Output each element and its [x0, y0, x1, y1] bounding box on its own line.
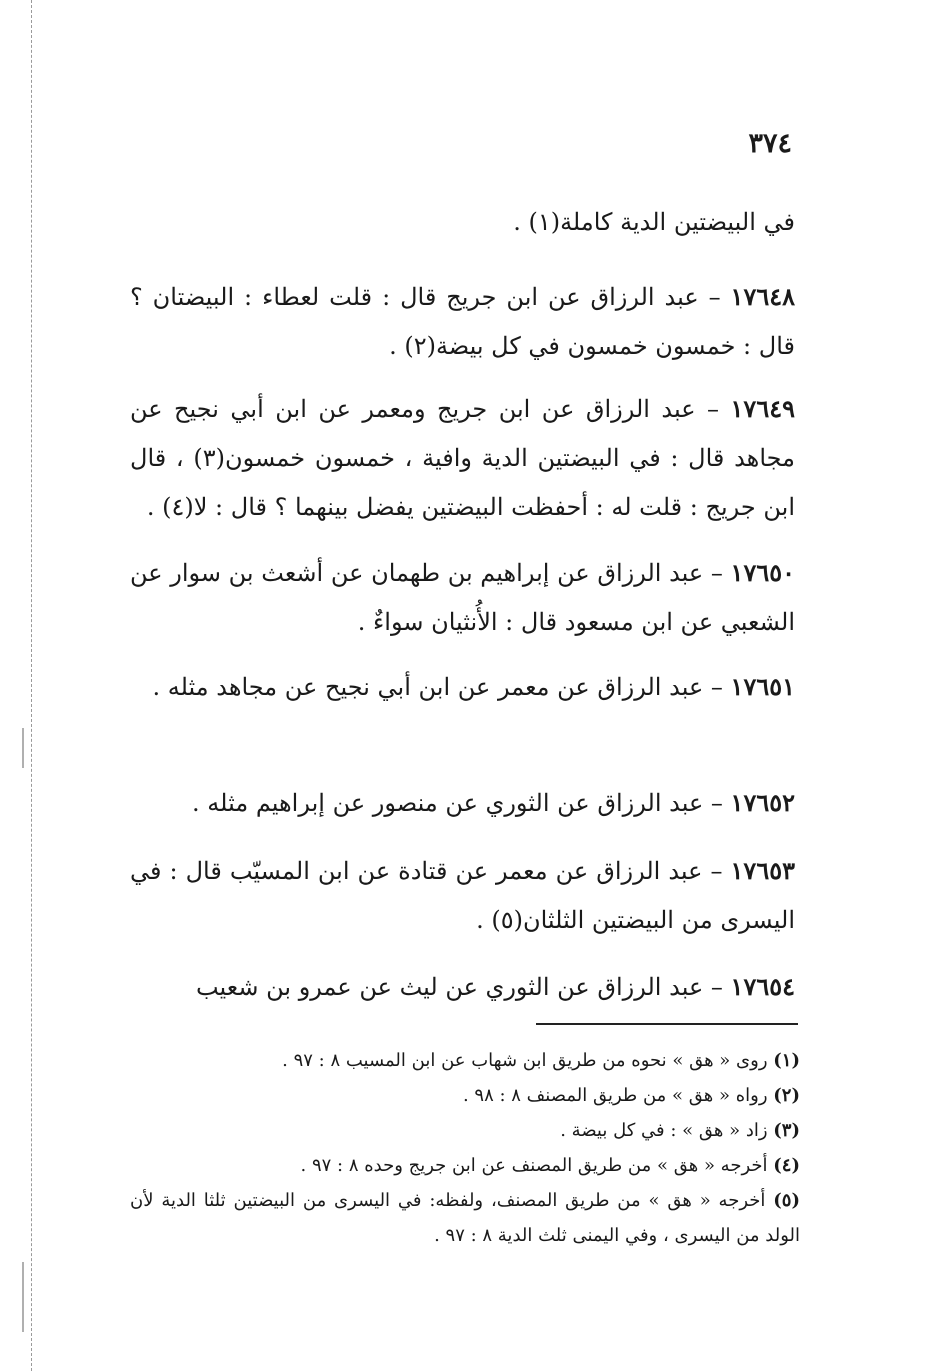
footnote-text: أخرجه « هق » من طريق المصنف، ولفظه: في اليسرى من البيضتين ثلثا الدية لأن الولد من اليسرى ، وفي اليمنى ثلث الدية ٨ : ٩٧ .: [130, 1190, 800, 1246]
hadith-number: ١٧٦٥٣: [730, 856, 795, 885]
hadith-17654: [130, 962, 795, 1012]
gutter-mark-lower: [22, 1262, 24, 1332]
footnote-2: [130, 1078, 800, 1113]
gutter-mark-upper: [22, 728, 24, 768]
hadith-17652: [130, 778, 795, 828]
footnote-4: [130, 1148, 800, 1183]
hadith-text: – عبد الرزاق عن الثوري عن منصور عن إبراهيم مثله .: [192, 789, 723, 817]
hadith-number: ١٧٦٤٨: [730, 282, 795, 311]
hadith-text: – عبد الرزاق عن ابن جريج ومعمر عن ابن أبي نجيح عن مجاهد قال : في البيضتين الدية وافية ، خمسون خمسون(٣) ، قال ابن جريج : قلت له : أحفظت البيضتين يفضل بينهما ؟ قال : لا(٤) .: [130, 395, 795, 521]
page-gutter-line: [31, 0, 32, 1371]
hadith-number: ١٧٦٥١: [730, 672, 795, 701]
hadith-17651: [130, 662, 795, 712]
hadith-text: – عبد الرزاق عن معمر عن قتادة عن ابن المسيّب قال : في اليسرى من البيضتين الثلثان(٥) .: [130, 857, 795, 934]
footnote-number: (٥): [773, 1190, 800, 1211]
hadith-text: – عبد الرزاق عن إبراهيم بن طهمان عن أشعث بن سوار عن الشعبي عن ابن مسعود قال : الأُنثيان سواءٌ .: [130, 559, 795, 636]
hadith-17648: [130, 272, 795, 371]
footnotes-section: [130, 1043, 800, 1253]
footnote-3: [130, 1113, 800, 1148]
hadith-text: – عبد الرزاق عن معمر عن ابن أبي نجيح عن مجاهد مثله .: [152, 673, 723, 701]
hadith-number: ١٧٦٥٤: [730, 972, 795, 1001]
hadith-number: ١٧٦٥٢: [730, 788, 795, 817]
hadith-17653: [130, 846, 795, 945]
footnote-text: رواه « هق » من طريق المصنف ٨ : ٩٨ .: [462, 1085, 768, 1106]
footnote-number: (٤): [773, 1155, 800, 1176]
footnote-text: زاد « هق » : في كل بيضة .: [560, 1120, 768, 1141]
hadith-17649: [130, 384, 795, 532]
page-number: ٣٧٤: [748, 128, 792, 159]
hadith-text: – عبد الرزاق عن الثوري عن ليث عن عمرو بن شعيب: [195, 973, 723, 1001]
footnote-text: روى « هق » نحوه من طريق ابن شهاب عن ابن المسيب ٨ : ٩٧ .: [282, 1050, 768, 1071]
footnote-1: [130, 1043, 800, 1078]
hadith-number: ١٧٦٤٩: [730, 394, 795, 423]
footnote-number: (٢): [773, 1085, 800, 1106]
hadith-text: – عبد الرزاق عن ابن جريج قال : قلت لعطاء : البيضتان ؟ قال : خمسون خمسون في كل بيضة(٢) .: [130, 283, 795, 360]
footnote-separator: [536, 1023, 798, 1025]
hadith-number: ١٧٦٥٠: [730, 558, 795, 587]
footnote-5: [130, 1183, 800, 1253]
footnote-number: (١): [773, 1050, 800, 1071]
intro-line: في البيضتين الدية كاملة(١) .: [513, 208, 795, 236]
hadith-17650: [130, 548, 795, 647]
footnote-text: أخرجه « هق » من طريق المصنف عن ابن جريج وحده ٨ : ٩٧ .: [300, 1155, 768, 1176]
footnote-number: (٣): [773, 1120, 800, 1141]
